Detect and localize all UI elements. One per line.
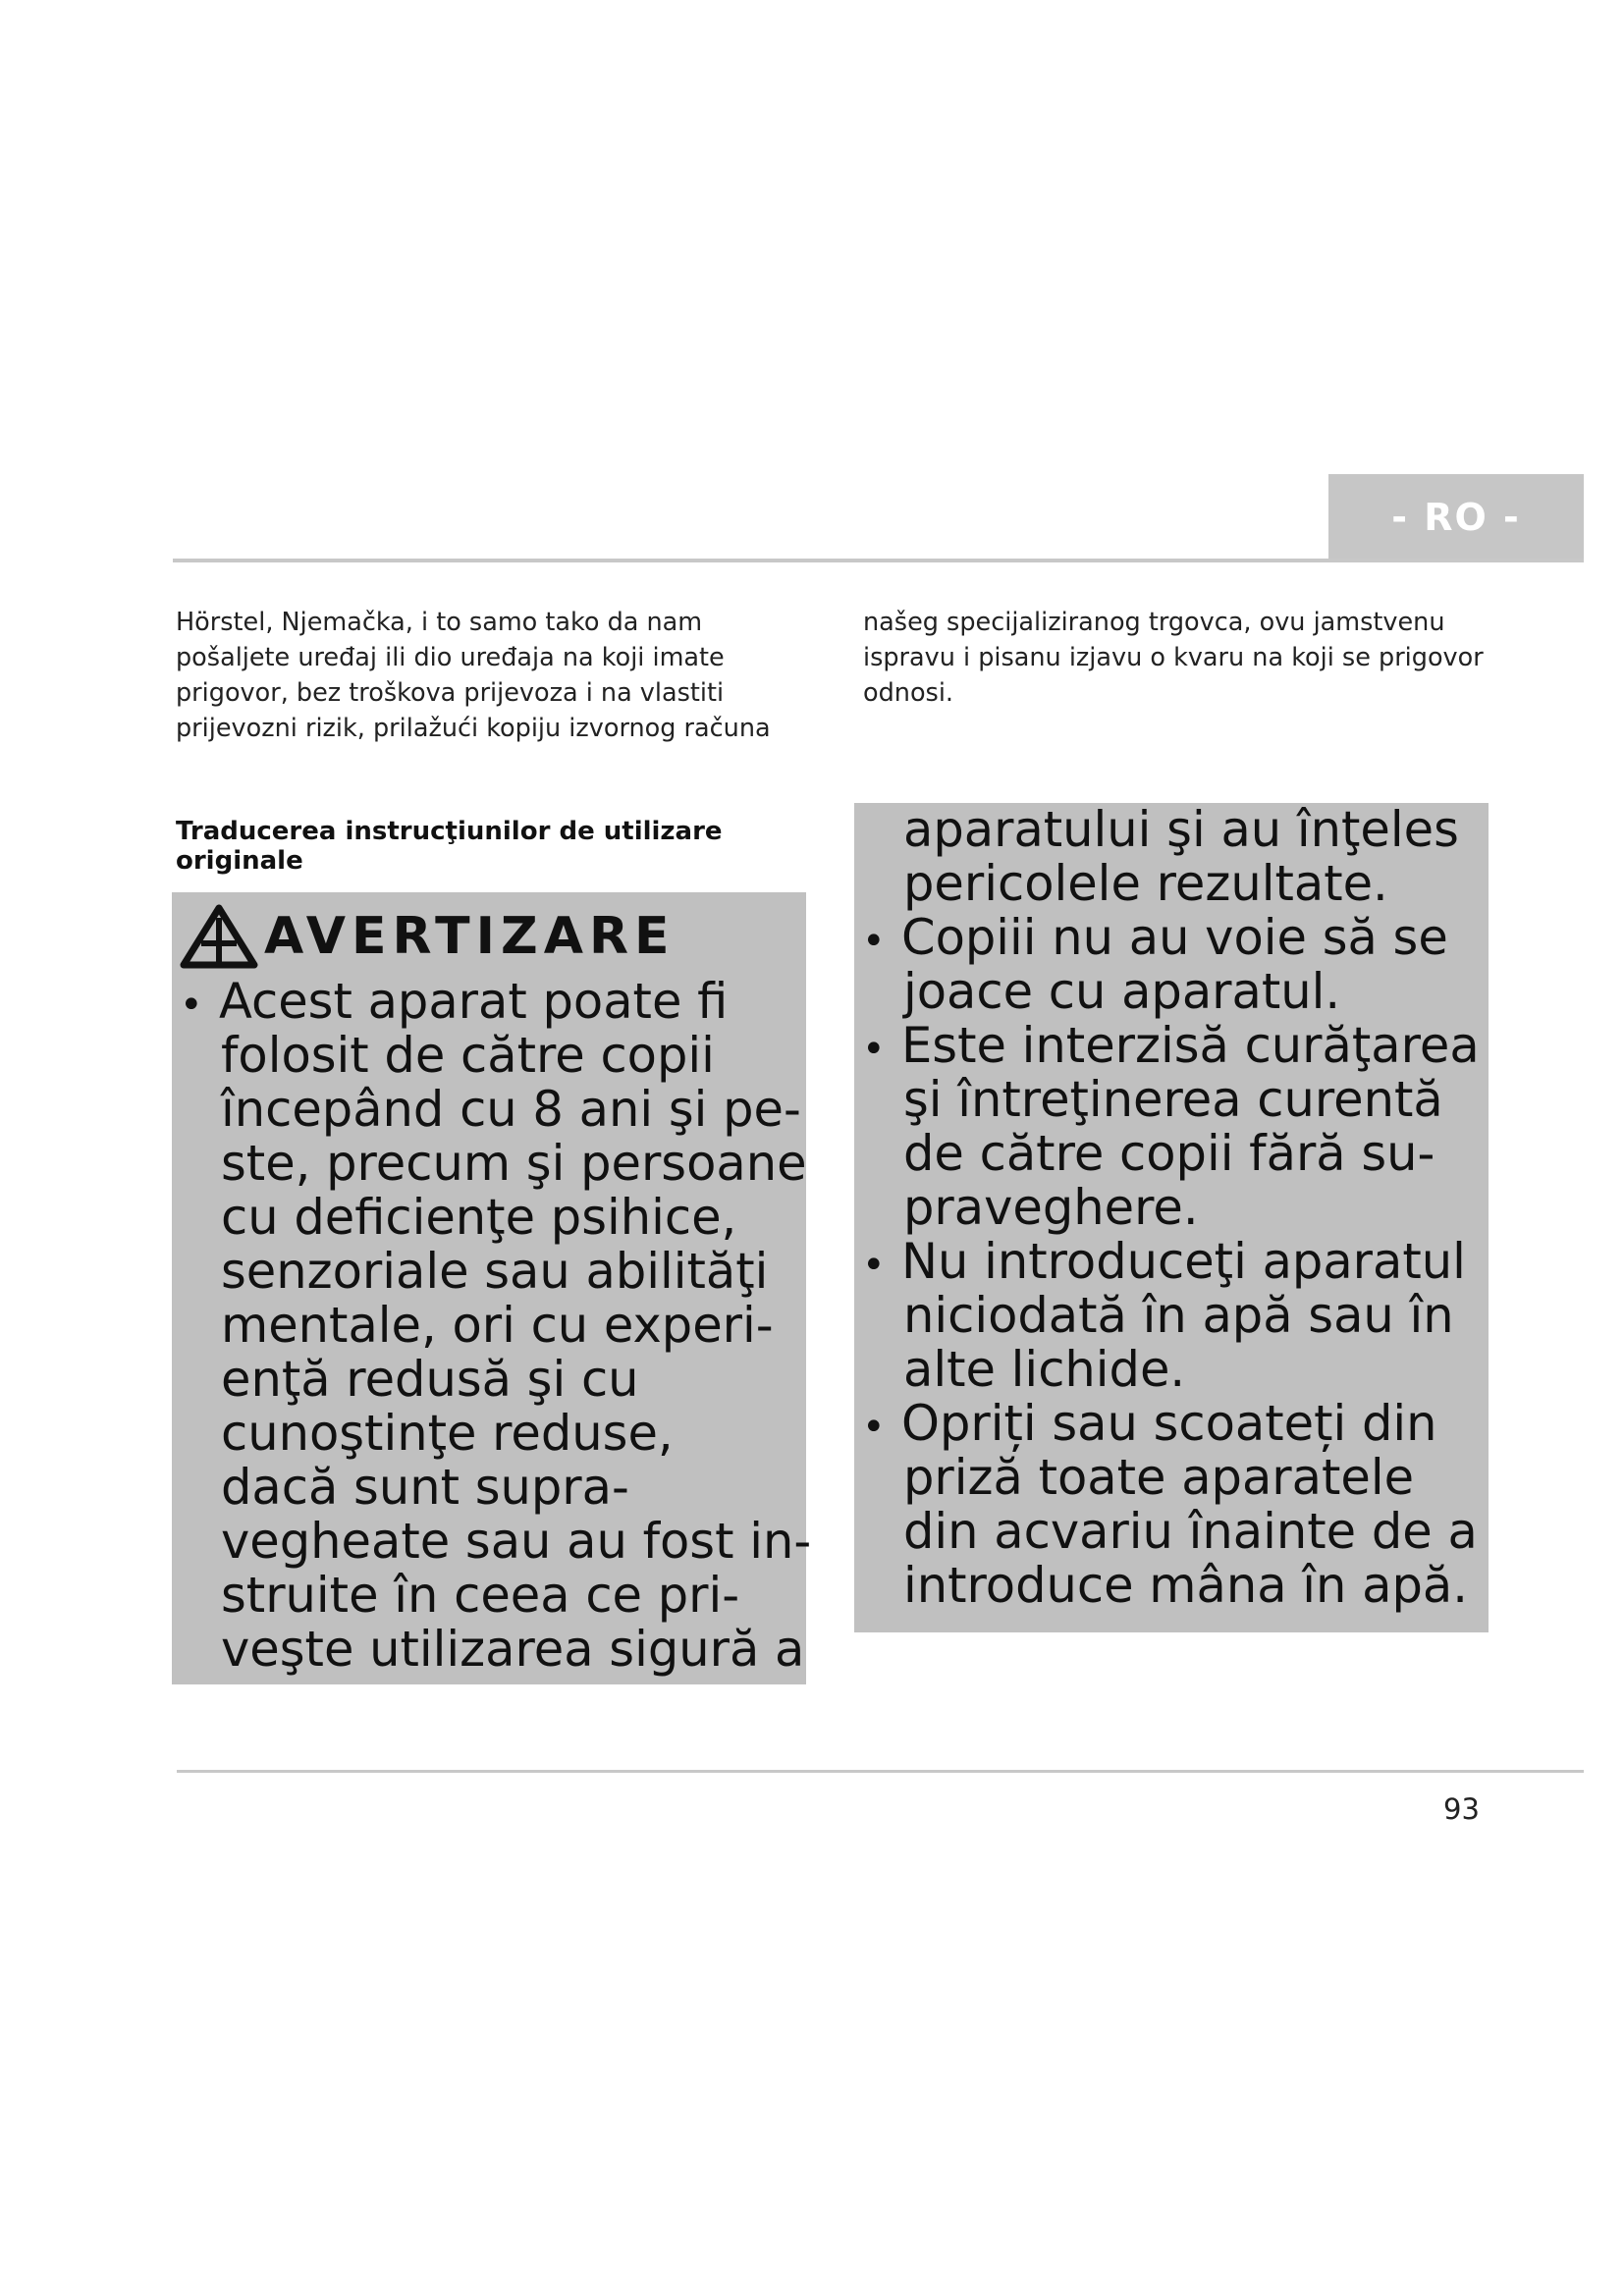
text-line: mentale, ori cu experi-	[221, 1297, 774, 1354]
text-line: veşte utilizarea sigură a	[221, 1621, 805, 1678]
bullet-dot: •	[862, 1243, 886, 1288]
intro-left-line: prigovor, bez troškova prijevoza i na vlastiti	[176, 678, 725, 708]
text-line: folosit de către copii	[221, 1027, 715, 1084]
text-line: de către copii fără su-	[903, 1125, 1435, 1182]
text-line: praveghere.	[903, 1179, 1199, 1236]
text-line: aparatului şi au înţeles	[903, 801, 1459, 858]
intro-left-line: prijevozni rizik, prilažući kopiju izvornog računa	[176, 714, 771, 743]
intro-right-line: odnosi.	[863, 678, 954, 708]
warning-text-right	[862, 803, 1490, 1613]
warning-title: AVERTIZARE	[264, 906, 676, 966]
top-divider	[173, 559, 1584, 562]
intro-left-line: pošaljete uređaj ili dio uređaja na koji imate	[176, 643, 725, 672]
text-line: joace cu aparatul.	[903, 963, 1341, 1020]
warning-text-left	[180, 973, 812, 1678]
text-line: pericolele rezultate.	[903, 855, 1388, 912]
text-line: struite în ceea ce pri-	[221, 1567, 740, 1624]
text-line: din acvariu înainte de a	[903, 1503, 1478, 1560]
warning-box-right	[854, 803, 1489, 1632]
section-heading: Traducerea instrucţiunilor de utilizare originale	[176, 817, 723, 876]
intro-left-column	[176, 605, 795, 746]
text-line: priză toate aparatele	[903, 1449, 1415, 1506]
text-line: şi întreţinerea curentă	[903, 1071, 1443, 1128]
text-line: vegheate sau au fost in-	[221, 1513, 812, 1570]
text-line: senzoriale sau abilităţi	[221, 1243, 769, 1300]
text-line: ste, precum şi persoane	[221, 1135, 807, 1192]
text-line: introduce mâna în apă.	[903, 1557, 1468, 1614]
bullet-dot: •	[862, 1027, 886, 1072]
intro-right-line: ispravu i pisanu izjavu o kvaru na koji se prigovor	[863, 643, 1484, 672]
text-line: dacă sunt supra-	[221, 1459, 629, 1516]
text-line: alte lichide.	[903, 1341, 1186, 1398]
warning-header	[180, 904, 676, 969]
intro-left-line: Hörstel, Njemačka, i to samo tako da nam	[176, 608, 703, 637]
text-line: niciodată în apă sau în	[903, 1287, 1454, 1344]
bullet-dot: •	[862, 1405, 886, 1450]
text-line: enţă redusă şi cu	[221, 1351, 639, 1408]
bullet-dot: •	[862, 919, 886, 964]
text-line: cu deficienţe psihice,	[221, 1189, 737, 1246]
warning-box-left	[172, 892, 812, 1684]
page-number: 93	[1443, 1792, 1480, 1826]
bottom-divider	[177, 1770, 1584, 1773]
intro-right-line: našeg specijaliziranog trgovca, ovu jamstvenu	[863, 608, 1445, 637]
bullet-line: • Copiii nu au voie să se	[862, 911, 1490, 965]
intro-right-column	[863, 605, 1486, 711]
bullet-line: • Acest aparat poate fi	[180, 975, 808, 1029]
bullet-line: • Nu introduceţi aparatul	[862, 1235, 1490, 1289]
bullet-dot: •	[180, 983, 203, 1028]
bullet-line: • Este interzisă curăţarea	[862, 1019, 1490, 1073]
text-line: începând cu 8 ani şi pe-	[221, 1081, 801, 1138]
language-tab: - RO -	[1328, 474, 1584, 561]
bullet-line: • Opriți sau scoateți din	[862, 1397, 1490, 1451]
warning-triangle-icon	[180, 904, 258, 969]
text-line: cunoştinţe reduse,	[221, 1405, 674, 1462]
